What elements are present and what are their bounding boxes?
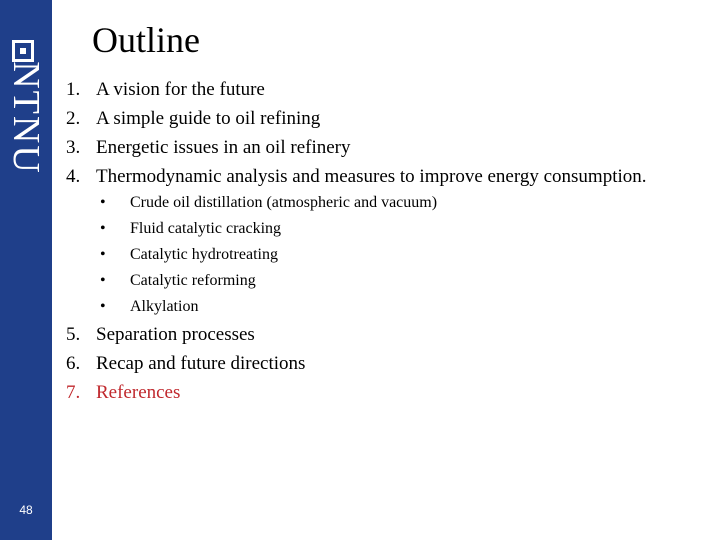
outline-subitem — [100, 242, 437, 268]
outline-subitem — [100, 216, 437, 242]
outline-subitem-text: Catalytic reforming — [130, 272, 256, 289]
outline-item — [66, 349, 305, 378]
bullet-icon: • — [100, 194, 106, 211]
outline-item-number: 4. — [66, 166, 81, 187]
outline-item-number: 1. — [66, 79, 81, 100]
outline-item-current — [66, 378, 305, 407]
outline-item-number: 6. — [66, 353, 81, 374]
bullet-icon: • — [100, 220, 106, 237]
outline-subitem-text: Fluid catalytic cracking — [130, 220, 282, 237]
outline-item — [66, 133, 647, 162]
bullet-icon: • — [100, 298, 106, 315]
page-number: 48 — [19, 503, 33, 517]
bullet-icon: • — [100, 272, 106, 289]
outline-item-text: Energetic issues in an oil refinery — [96, 137, 351, 158]
outline-subitem — [100, 190, 437, 216]
outline-item-number: 5. — [66, 324, 81, 345]
outline-item — [66, 320, 305, 349]
outline-item — [66, 162, 647, 191]
slide-title: Outline — [92, 20, 200, 60]
ntnu-sidebar — [0, 0, 52, 540]
outline-item-number: 7. — [66, 382, 81, 403]
ntnu-logo-icon — [12, 40, 34, 62]
outline-list-bottom — [66, 320, 305, 407]
ntnu-logo-text: NTNU — [5, 61, 47, 175]
outline-item-text: Thermodynamic analysis and measures to improve energy consumption. — [96, 166, 647, 187]
outline-item-number: 2. — [66, 108, 81, 129]
outline-subitem — [100, 294, 437, 320]
outline-list-top — [66, 75, 647, 191]
outline-item-text: Recap and future directions — [96, 353, 306, 374]
outline-item-text: Separation processes — [96, 324, 255, 345]
outline-item — [66, 75, 647, 104]
outline-item-text: References — [96, 382, 181, 403]
outline-subitem-text: Alkylation — [130, 298, 199, 315]
outline-item — [66, 104, 647, 133]
outline-item-text: A vision for the future — [96, 79, 265, 100]
outline-subitem-text: Crude oil distillation (atmospheric and vacuum) — [130, 194, 438, 211]
outline-item-text: A simple guide to oil refining — [96, 108, 321, 129]
outline-subitem — [100, 268, 437, 294]
outline-sublist — [100, 190, 437, 320]
outline-subitem-text: Catalytic hydrotreating — [130, 246, 278, 263]
outline-item-number: 3. — [66, 137, 81, 158]
bullet-icon: • — [100, 246, 106, 263]
